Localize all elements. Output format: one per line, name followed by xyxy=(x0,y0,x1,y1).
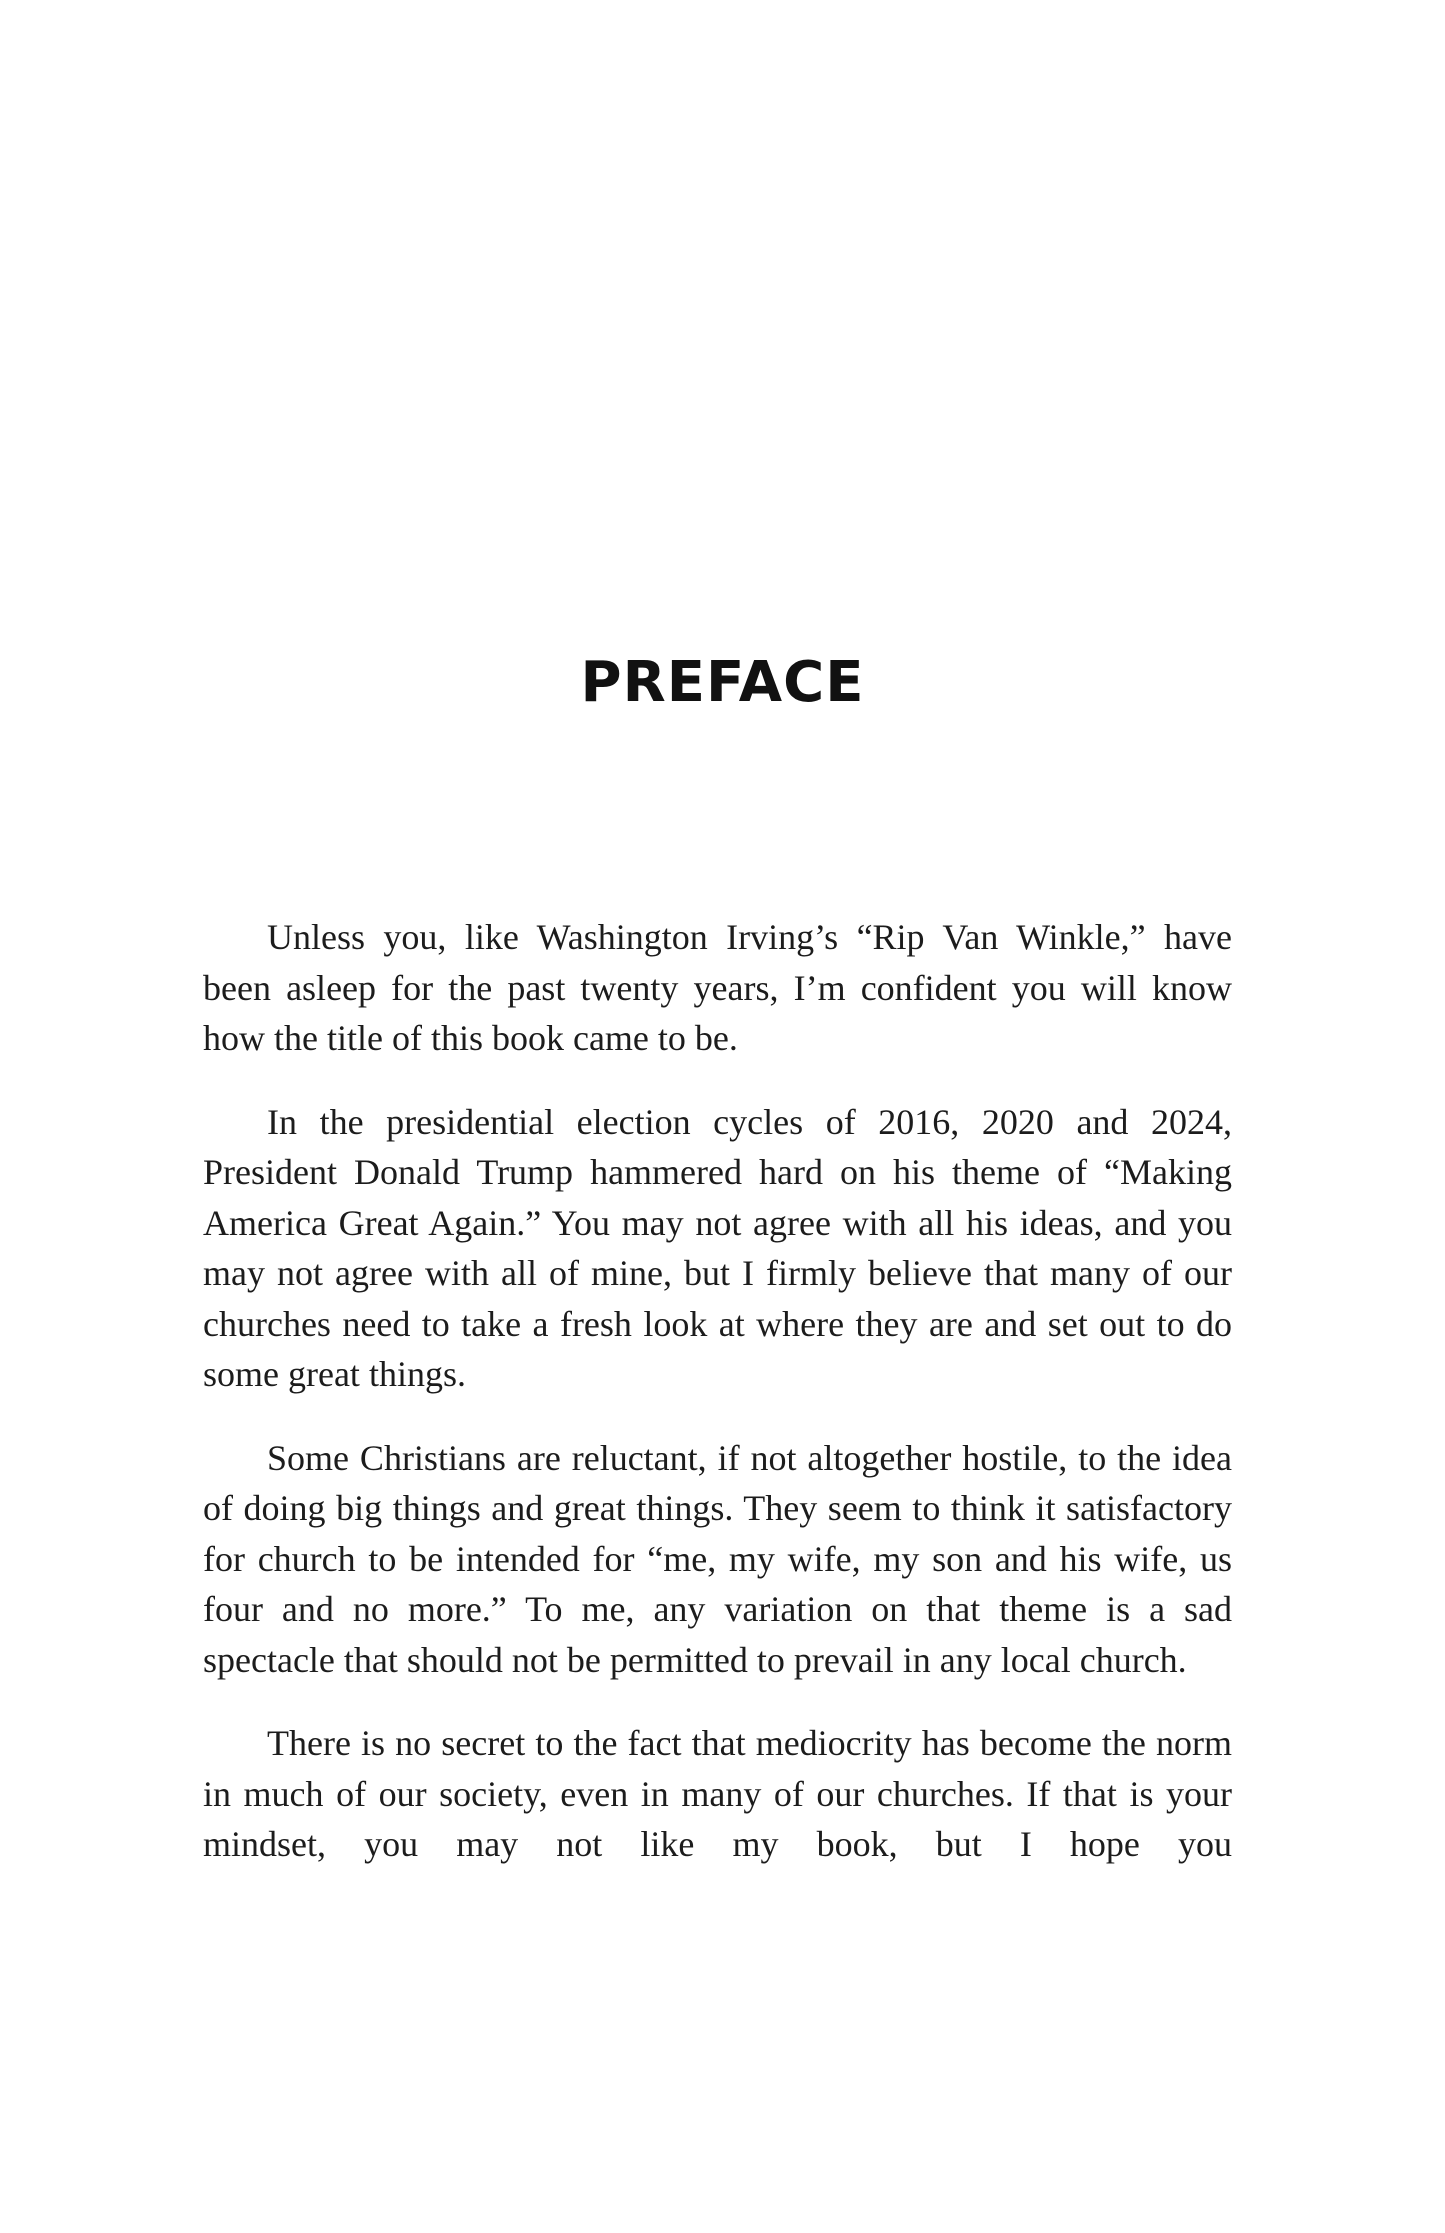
chapter-heading: PREFACE xyxy=(580,650,865,715)
paragraph: Some Christians are reluctant, if not altogether hostile, to the idea of doing big things and great things. They seem to think it satisfactory for church to be intended for “me, my wife, my son and his wife, us four and no more.” To me, any variation on that theme is a sad spectacle that should not be permitted to prevail in any local church. xyxy=(203,1437,1232,1680)
paragraph: Unless you, like Washington Irving’s “Rip Van Winkle,” have been asleep for the past twenty years, I’m confident you will know how the title of this book came to be. xyxy=(203,917,1232,1058)
preface-body xyxy=(203,912,1232,1870)
paragraph: In the presidential election cycles of 2016, 2020 and 2024, President Donald Trump hammered hard on his theme of “Making America Great Again.” You may not agree with all his ideas, and you may not agree with all of mine, but I firmly believe that many of our churches need to take a fresh look at where they are and set out to do some great things. xyxy=(203,1101,1232,1394)
paragraph: There is no secret to the fact that mediocrity has become the norm in much of our society, even in many of our churches. If that is your mindset, you may not like my book, but I hope you xyxy=(203,1723,1232,1864)
